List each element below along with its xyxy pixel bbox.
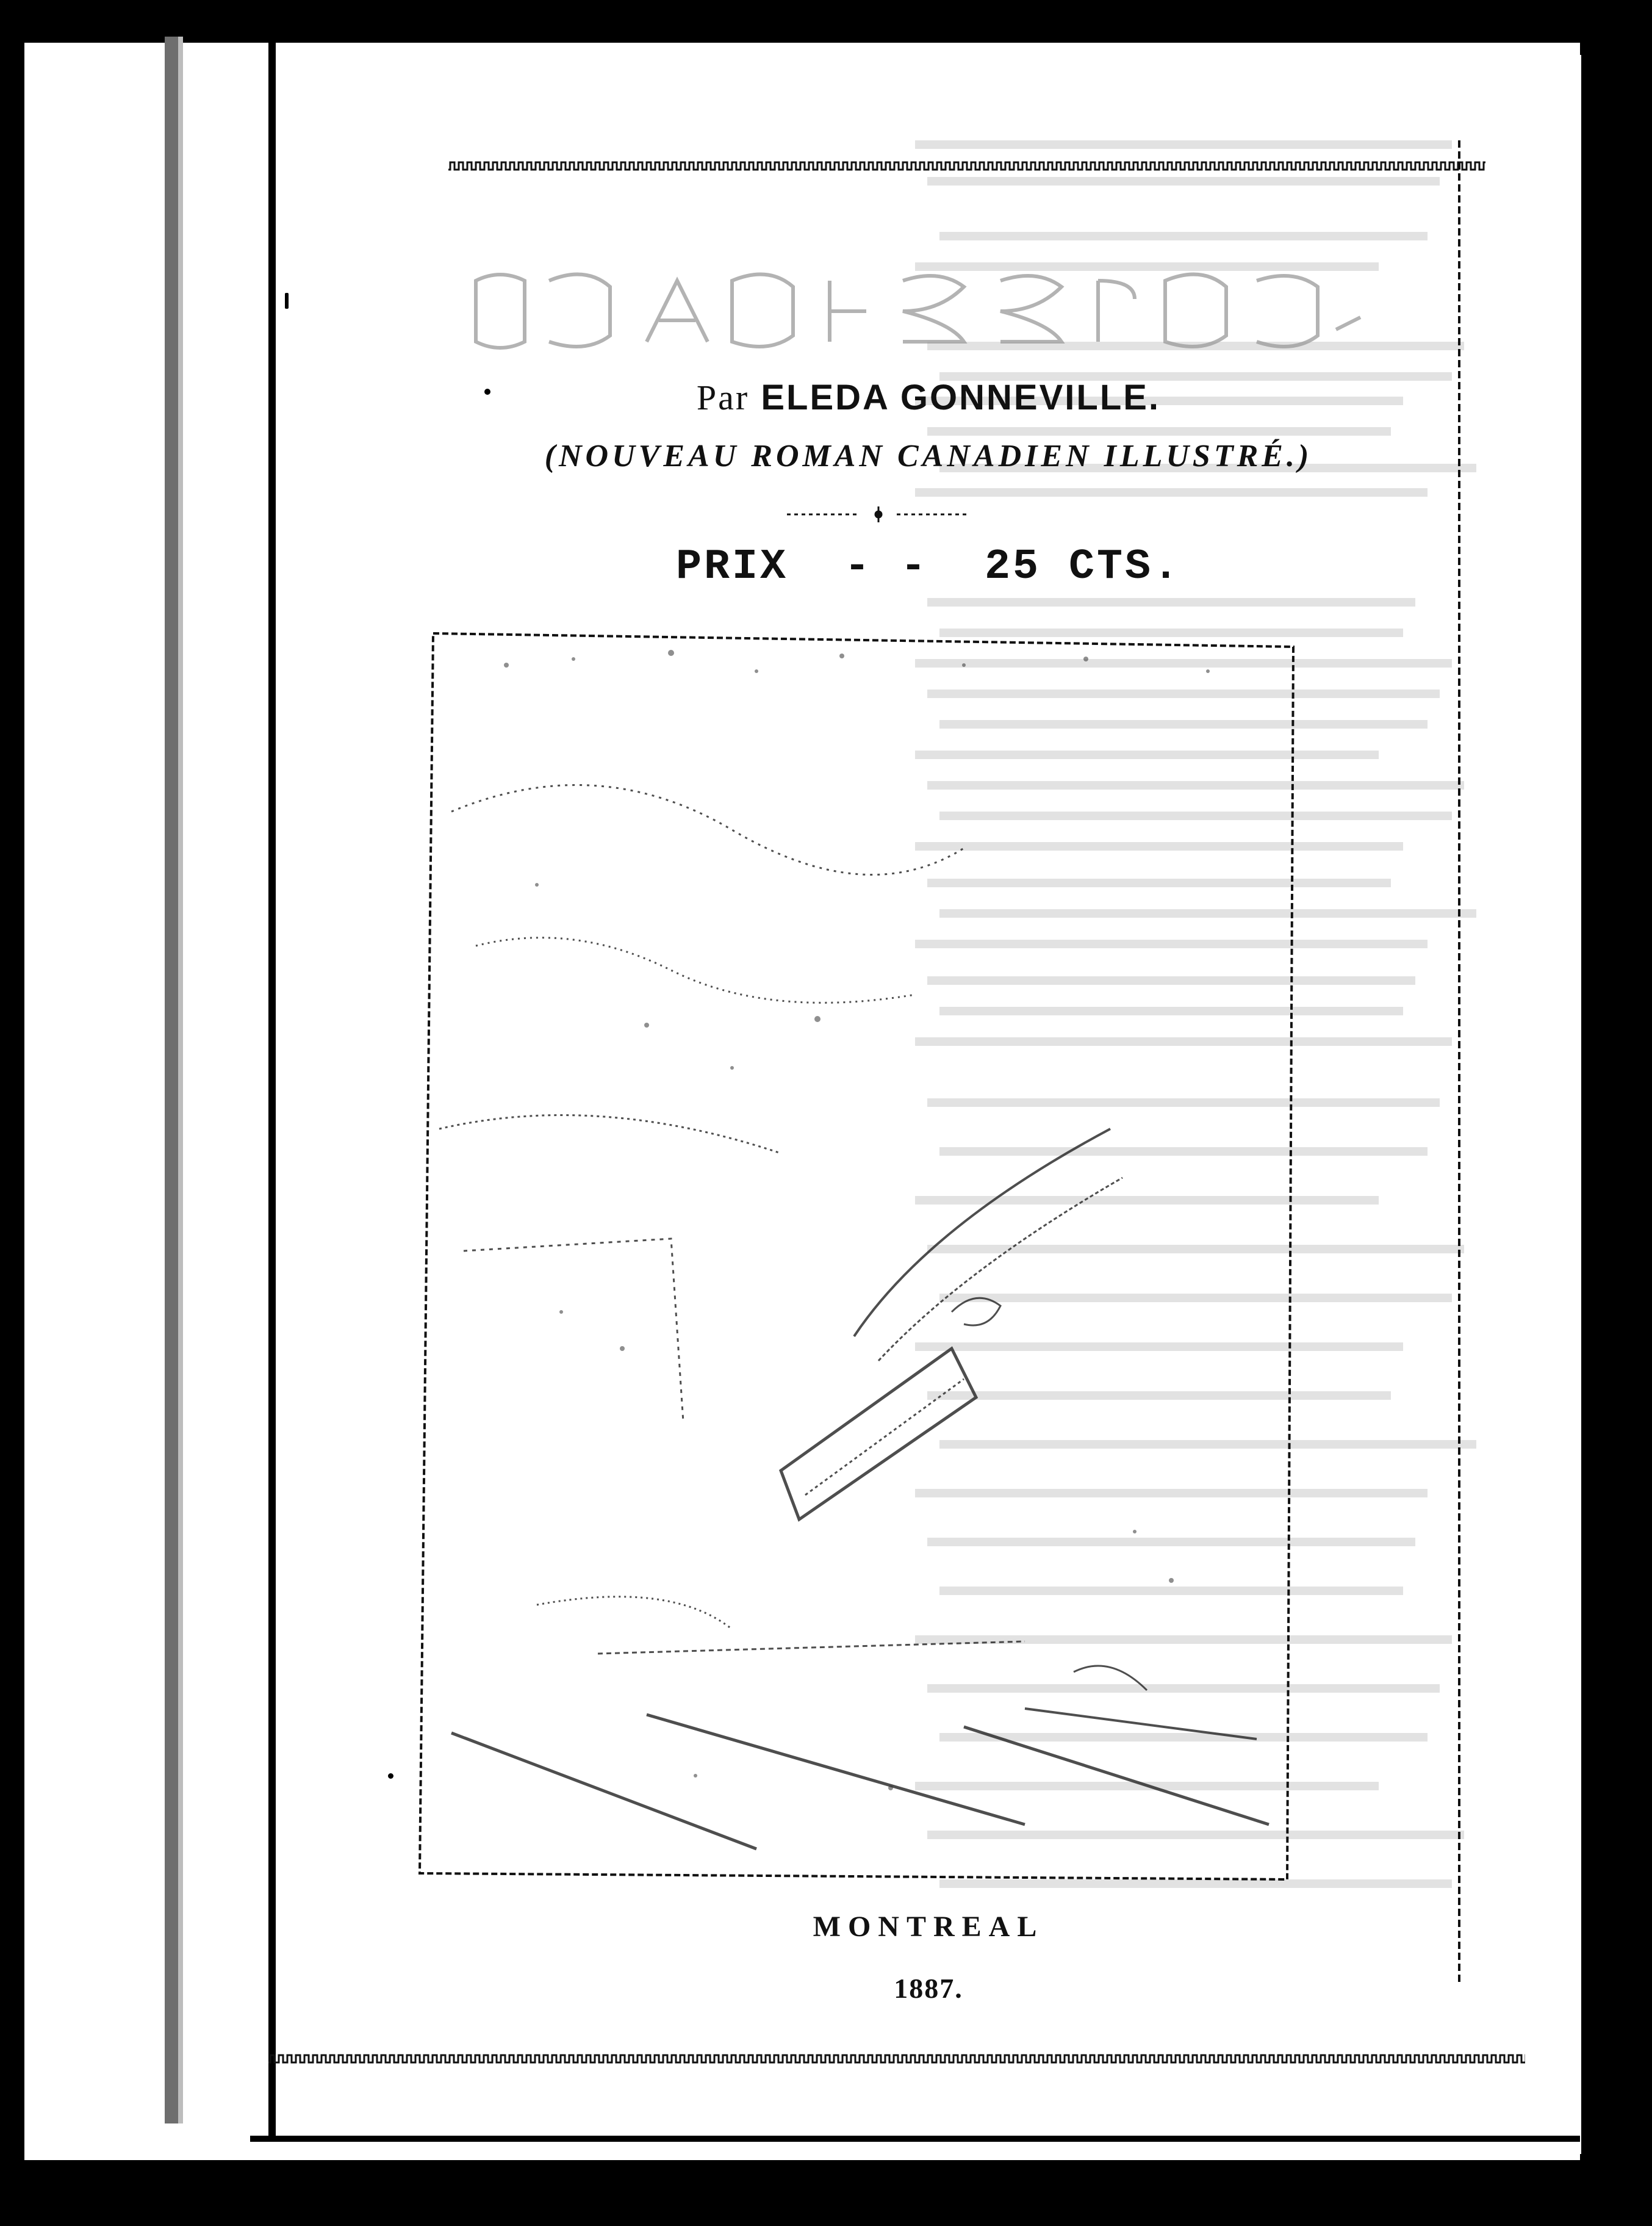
byline-prefix: Par: [696, 378, 750, 417]
subtitle: (NOUVEAU ROMAN CANADIEN ILLUSTRÉ.): [544, 439, 1313, 474]
page-edge-left: [268, 37, 276, 2142]
page-edge-bottom: [250, 2136, 1580, 2142]
right-ornamental-border: [1452, 140, 1467, 1983]
imprint-year: 1887.: [894, 1973, 963, 2004]
bleed-through-line: [915, 488, 1428, 497]
stray-ink-mark: [285, 293, 289, 309]
top-ornamental-rule: [448, 157, 1485, 173]
bleed-through-line: [927, 598, 1415, 607]
bleed-through-line: [939, 232, 1428, 240]
bottom-ornamental-rule: [268, 2050, 1525, 2066]
author-byline: [276, 377, 1581, 418]
price-line: PRIX - - 25 CTS.: [675, 543, 1182, 591]
scan-border-right: [1580, 37, 1652, 2166]
engraved-illustration-scene: [415, 629, 1299, 1886]
bleed-through-line: [915, 140, 1452, 149]
book-spine: [165, 37, 178, 2123]
ornament-divider: [781, 505, 976, 524]
scan-border-bottom: [0, 2160, 1652, 2226]
scan-border-left: [0, 0, 24, 2226]
bleed-through-line: [927, 177, 1440, 186]
stray-ink-dot: [388, 1773, 393, 1779]
author-name: ELEDA GONNEVILLE.: [761, 378, 1161, 417]
title-ghost: [464, 262, 1379, 360]
book-spine-shadow: [178, 37, 183, 2123]
imprint-city: MONTREAL: [813, 1911, 1044, 1943]
bleed-through-line: [927, 427, 1391, 436]
scan-border-top: [0, 0, 1652, 43]
